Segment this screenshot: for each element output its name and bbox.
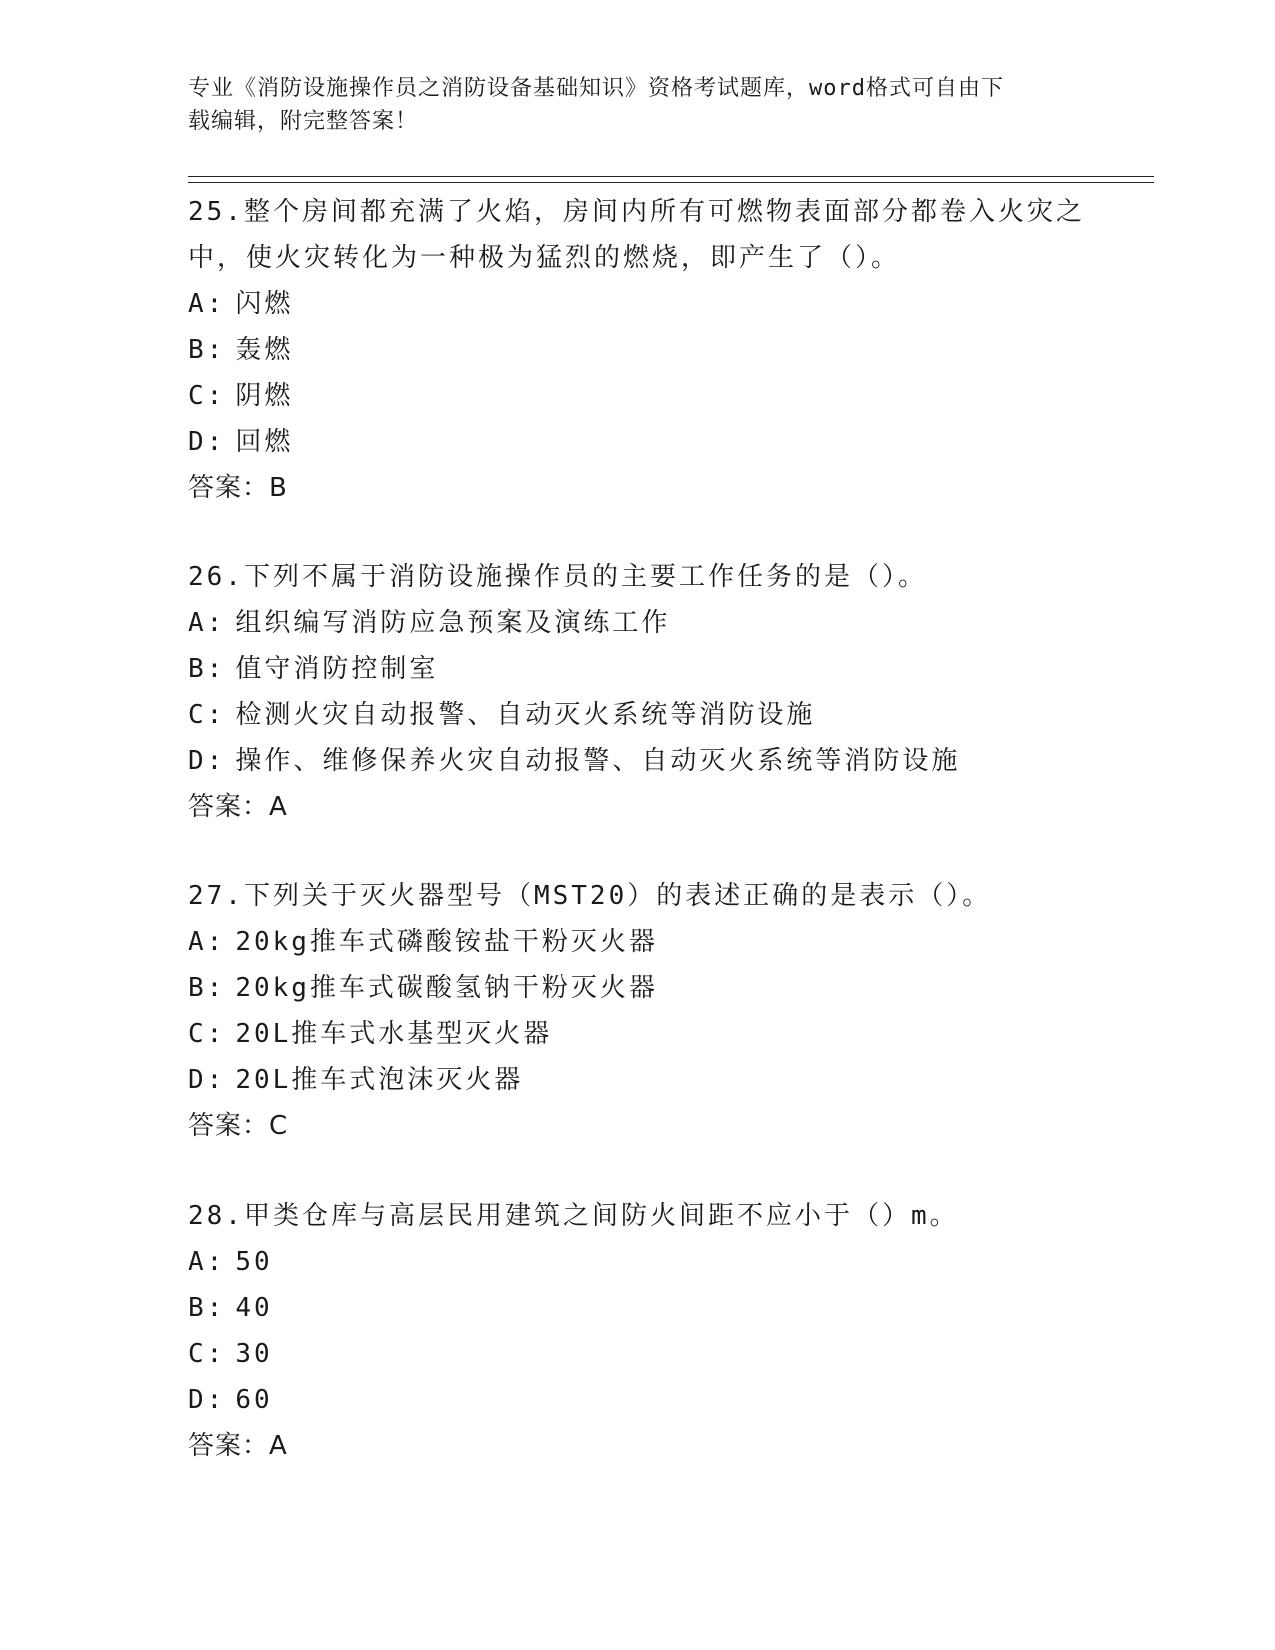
option-c (188, 373, 1088, 419)
option-text: 组织编写消防应急预案及演练工作 (235, 608, 671, 638)
option-b (188, 327, 1088, 373)
option-d (188, 738, 1088, 784)
option-b (188, 646, 1088, 692)
option-text: 轰燃 (235, 335, 294, 365)
option-text: 检测火灾自动报警、自动灭火系统等消防设施 (235, 700, 816, 730)
question-26 (188, 554, 1088, 830)
option-letter: A: (188, 289, 226, 319)
option-letter: C: (188, 700, 226, 730)
option-text: 30 (235, 1339, 273, 1369)
header-divider-top (188, 176, 1154, 177)
option-b (188, 1285, 1088, 1331)
question-28 (188, 1193, 1088, 1469)
option-d (188, 419, 1088, 465)
question-stem-line: 28.甲类仓库与高层民用建筑之间防火间距不应小于（）m。 (188, 1201, 959, 1231)
question-stem-line: 25.整个房间都充满了火焰，房间内所有可燃物表面部分都卷入火灾之 (188, 197, 1085, 227)
option-a (188, 281, 1088, 327)
question-stem-line: 中，使火灾转化为一种极为猛烈的燃烧，即产生了（）。 (188, 243, 901, 273)
question-stem-line: 27.下列关于灭火器型号（MST20）的表述正确的是表示（）。 (188, 881, 992, 911)
option-letter: B: (188, 973, 226, 1003)
answer-line: 答案：C (188, 1111, 289, 1141)
option-letter: B: (188, 335, 226, 365)
option-a (188, 600, 1088, 646)
option-letter: D: (188, 746, 226, 776)
answer-line: 答案：B (188, 473, 288, 503)
option-letter: A: (188, 1247, 226, 1277)
option-a (188, 919, 1088, 965)
option-text: 阴燃 (235, 381, 294, 411)
option-letter: D: (188, 427, 226, 457)
option-c (188, 692, 1088, 738)
option-a (188, 1239, 1088, 1285)
header-divider-bottom (188, 182, 1154, 183)
option-letter: C: (188, 1019, 226, 1049)
option-text: 40 (235, 1293, 273, 1323)
option-text: 20kg推车式碳酸氢钠干粉灭火器 (235, 973, 658, 1003)
option-letter: A: (188, 608, 226, 638)
answer-line: 答案：A (188, 1431, 288, 1461)
option-c (188, 1011, 1088, 1057)
option-text: 值守消防控制室 (235, 654, 439, 684)
question-27 (188, 873, 1088, 1149)
option-text: 20L推车式水基型灭火器 (235, 1019, 553, 1049)
option-text: 闪燃 (235, 289, 294, 319)
option-text: 60 (235, 1385, 273, 1415)
option-c (188, 1331, 1088, 1377)
option-letter: D: (188, 1065, 226, 1095)
option-text: 50 (235, 1247, 273, 1277)
header-line-2: 载编辑，附完整答案！ (188, 109, 419, 134)
option-text: 20L推车式泡沫灭火器 (235, 1065, 524, 1095)
option-d (188, 1057, 1088, 1103)
option-letter: A: (188, 927, 226, 957)
option-text: 回燃 (235, 427, 294, 457)
answer-line: 答案：A (188, 792, 288, 822)
option-d (188, 1377, 1088, 1423)
option-text: 20kg推车式磷酸铵盐干粉灭火器 (235, 927, 658, 957)
question-stem-line: 26.下列不属于消防设施操作员的主要工作任务的是（）。 (188, 562, 927, 592)
document-header (188, 72, 1068, 138)
header-line-1: 专业《消防设施操作员之消防设备基础知识》资格考试题库，word格式可自由下 (188, 76, 1004, 101)
option-letter: C: (188, 1339, 226, 1369)
option-letter: B: (188, 654, 226, 684)
question-25 (188, 189, 1088, 511)
option-letter: B: (188, 1293, 226, 1323)
option-letter: D: (188, 1385, 226, 1415)
option-text: 操作、维修保养火灾自动报警、自动灭火系统等消防设施 (235, 746, 961, 776)
option-b (188, 965, 1088, 1011)
option-letter: C: (188, 381, 226, 411)
